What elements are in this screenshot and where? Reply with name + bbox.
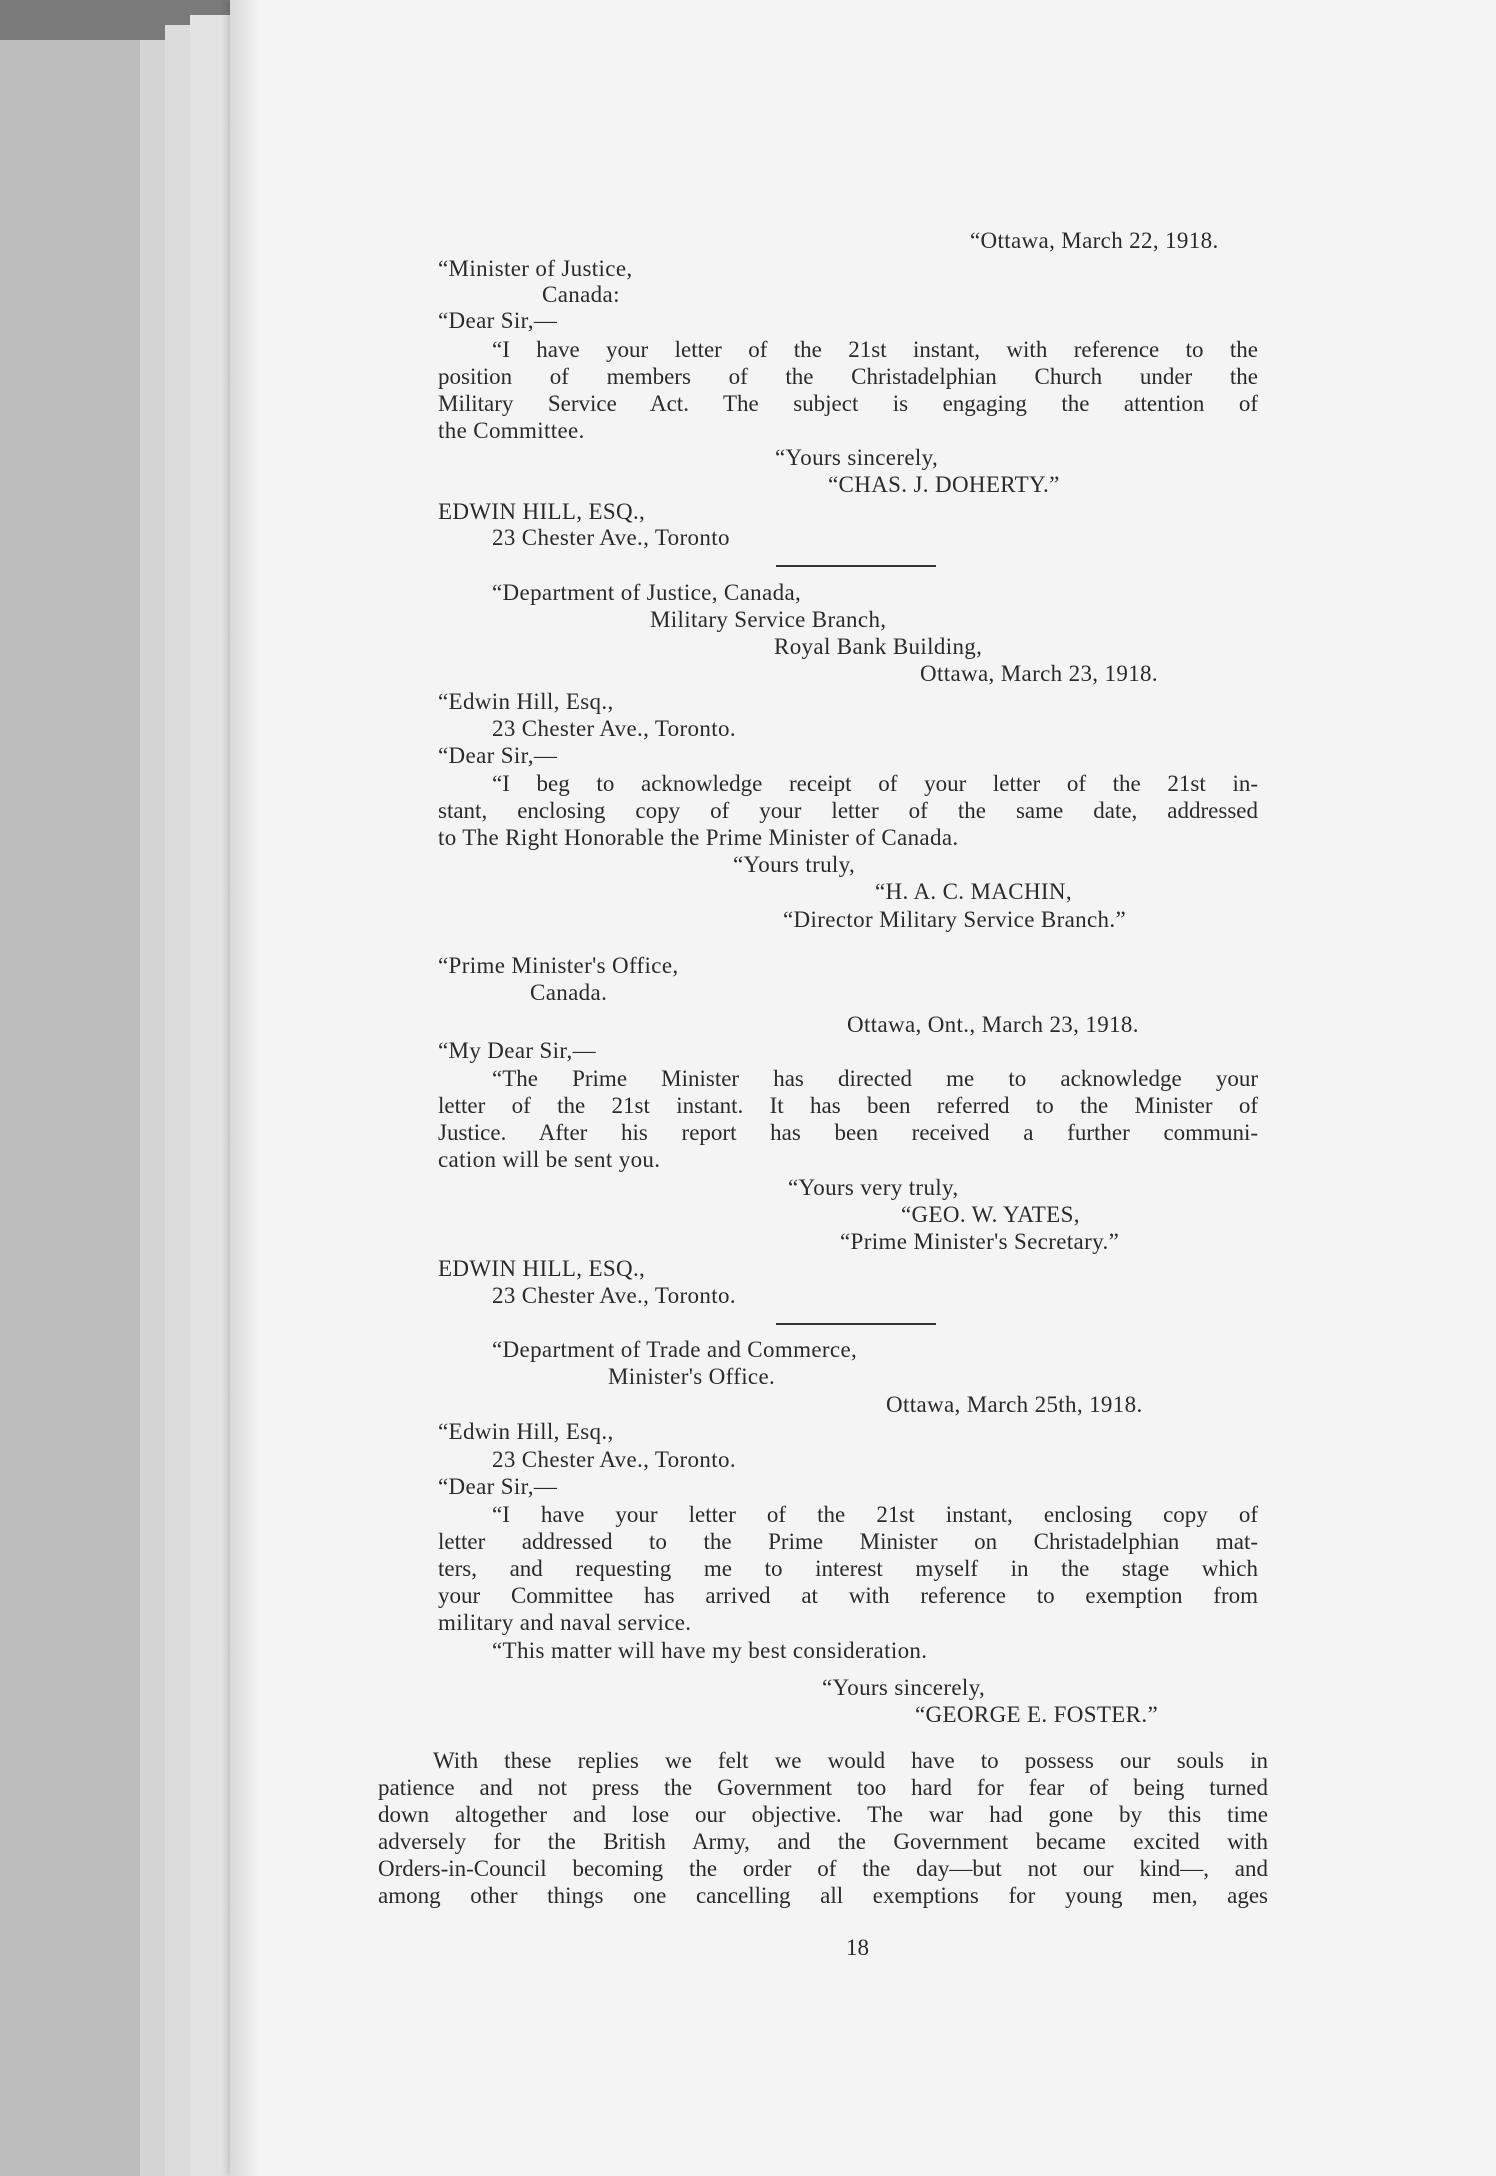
letter-3-signature: “Prime Minister's Secretary.” bbox=[840, 1229, 1120, 1254]
letter-2-letterhead: Military Service Branch, bbox=[650, 607, 887, 632]
letter-4-body-line: “This matter will have my best consideration. bbox=[492, 1638, 928, 1663]
letter-4-body-line: “I have your letter of the 21st instant, enclosing copy of bbox=[492, 1502, 1258, 1527]
letter-1-closing: “Yours sincerely, bbox=[775, 445, 939, 470]
letter-4-body-line: letter addressed to the Prime Minister on Christadelphian mat- bbox=[438, 1529, 1258, 1554]
letter-2-signature: “Director Military Service Branch.” bbox=[783, 907, 1127, 932]
page-number: 18 bbox=[846, 1935, 869, 1960]
letter-3-dateline: Ottawa, Ont., March 23, 1918. bbox=[847, 1012, 1139, 1037]
letter-1-address: 23 Chester Ave., Toronto bbox=[492, 525, 730, 550]
letter-1-salutation: “Dear Sir,— bbox=[438, 308, 558, 333]
letter-2-signature: “H. A. C. MACHIN, bbox=[875, 879, 1072, 904]
narrative-line: among other things one cancelling all exemptions for young men, ages bbox=[378, 1883, 1268, 1908]
narrative-line: down altogether and lose our objective. The war had gone by this time bbox=[378, 1802, 1268, 1827]
letter-3-salutation: “My Dear Sir,— bbox=[438, 1038, 596, 1063]
letter-3-signature: “GEO. W. YATES, bbox=[901, 1202, 1080, 1227]
letter-3-address: EDWIN HILL, ESQ., bbox=[438, 1256, 646, 1281]
letter-4-recipient: “Edwin Hill, Esq., bbox=[438, 1419, 614, 1444]
letter-3-address: 23 Chester Ave., Toronto. bbox=[492, 1283, 736, 1308]
letter-1-address: EDWIN HILL, ESQ., bbox=[438, 499, 646, 524]
letter-4-signature: “GEORGE E. FOSTER.” bbox=[915, 1702, 1159, 1727]
letter-1-body-line: position of members of the Christadelphian Church under the bbox=[438, 364, 1258, 389]
section-divider bbox=[776, 1323, 936, 1325]
letter-2-body-line: “I beg to acknowledge receipt of your letter of the 21st in- bbox=[492, 771, 1258, 796]
letter-1-body-line: the Committee. bbox=[438, 418, 585, 443]
letter-1-signature: “CHAS. J. DOHERTY.” bbox=[828, 472, 1060, 497]
letter-1-dateline: “Ottawa, March 22, 1918. bbox=[970, 228, 1219, 253]
letter-1-recipient: Canada: bbox=[542, 282, 620, 307]
letter-4-letterhead: Minister's Office. bbox=[608, 1364, 776, 1389]
letter-2-recipient: 23 Chester Ave., Toronto. bbox=[492, 716, 736, 741]
letter-2-body-line: to The Right Honorable the Prime Minister of Canada. bbox=[438, 825, 959, 850]
letter-3-body-line: cation will be sent you. bbox=[438, 1147, 661, 1172]
letter-4-recipient: 23 Chester Ave., Toronto. bbox=[492, 1447, 736, 1472]
letter-4-closing: “Yours sincerely, bbox=[822, 1675, 986, 1700]
letter-4-dateline: Ottawa, March 25th, 1918. bbox=[886, 1392, 1143, 1417]
letter-2-body-line: stant, enclosing copy of your letter of the same date, addressed bbox=[438, 798, 1258, 823]
page-text bbox=[230, 0, 1496, 2176]
letter-2-dateline: Ottawa, March 23, 1918. bbox=[920, 661, 1158, 686]
letter-4-body-line: military and naval service. bbox=[438, 1610, 692, 1635]
letter-3-body-line: letter of the 21st instant. It has been referred to the Minister of bbox=[438, 1093, 1258, 1118]
letter-2-recipient: “Edwin Hill, Esq., bbox=[438, 689, 614, 714]
letter-3-body-line: “The Prime Minister has directed me to acknowledge your bbox=[492, 1066, 1258, 1091]
letter-3-closing: “Yours very truly, bbox=[788, 1175, 959, 1200]
letter-1-body-line: “I have your letter of the 21st instant, with reference to the bbox=[492, 337, 1258, 362]
letter-2-letterhead: Royal Bank Building, bbox=[774, 634, 983, 659]
letter-1-body-line: Military Service Act. The subject is engaging the attention of bbox=[438, 391, 1258, 416]
letter-4-letterhead: “Department of Trade and Commerce, bbox=[492, 1337, 858, 1362]
section-divider bbox=[776, 565, 936, 567]
narrative-line: Orders-in-Council becoming the order of the day—but not our kind—, and bbox=[378, 1856, 1268, 1881]
letter-4-body-line: ters, and requesting me to interest myself in the stage which bbox=[438, 1556, 1258, 1581]
letter-2-letterhead: “Department of Justice, Canada, bbox=[492, 580, 802, 605]
letter-4-body-line: your Committee has arrived at with reference to exemption from bbox=[438, 1583, 1258, 1608]
narrative-line: patience and not press the Government too hard for fear of being turned bbox=[378, 1775, 1268, 1800]
letter-2-salutation: “Dear Sir,— bbox=[438, 743, 558, 768]
letter-1-recipient: “Minister of Justice, bbox=[438, 256, 633, 281]
narrative-line: With these replies we felt we would have to possess our souls in bbox=[433, 1748, 1268, 1773]
letter-3-body-line: Justice. After his report has been received a further communi- bbox=[438, 1120, 1258, 1145]
book-page bbox=[230, 0, 1496, 2176]
letter-4-salutation: “Dear Sir,— bbox=[438, 1474, 558, 1499]
letter-3-letterhead: “Prime Minister's Office, bbox=[438, 953, 679, 978]
narrative-line: adversely for the British Army, and the Government became excited with bbox=[378, 1829, 1268, 1854]
letter-3-letterhead: Canada. bbox=[530, 980, 608, 1005]
letter-2-closing: “Yours truly, bbox=[733, 852, 856, 877]
